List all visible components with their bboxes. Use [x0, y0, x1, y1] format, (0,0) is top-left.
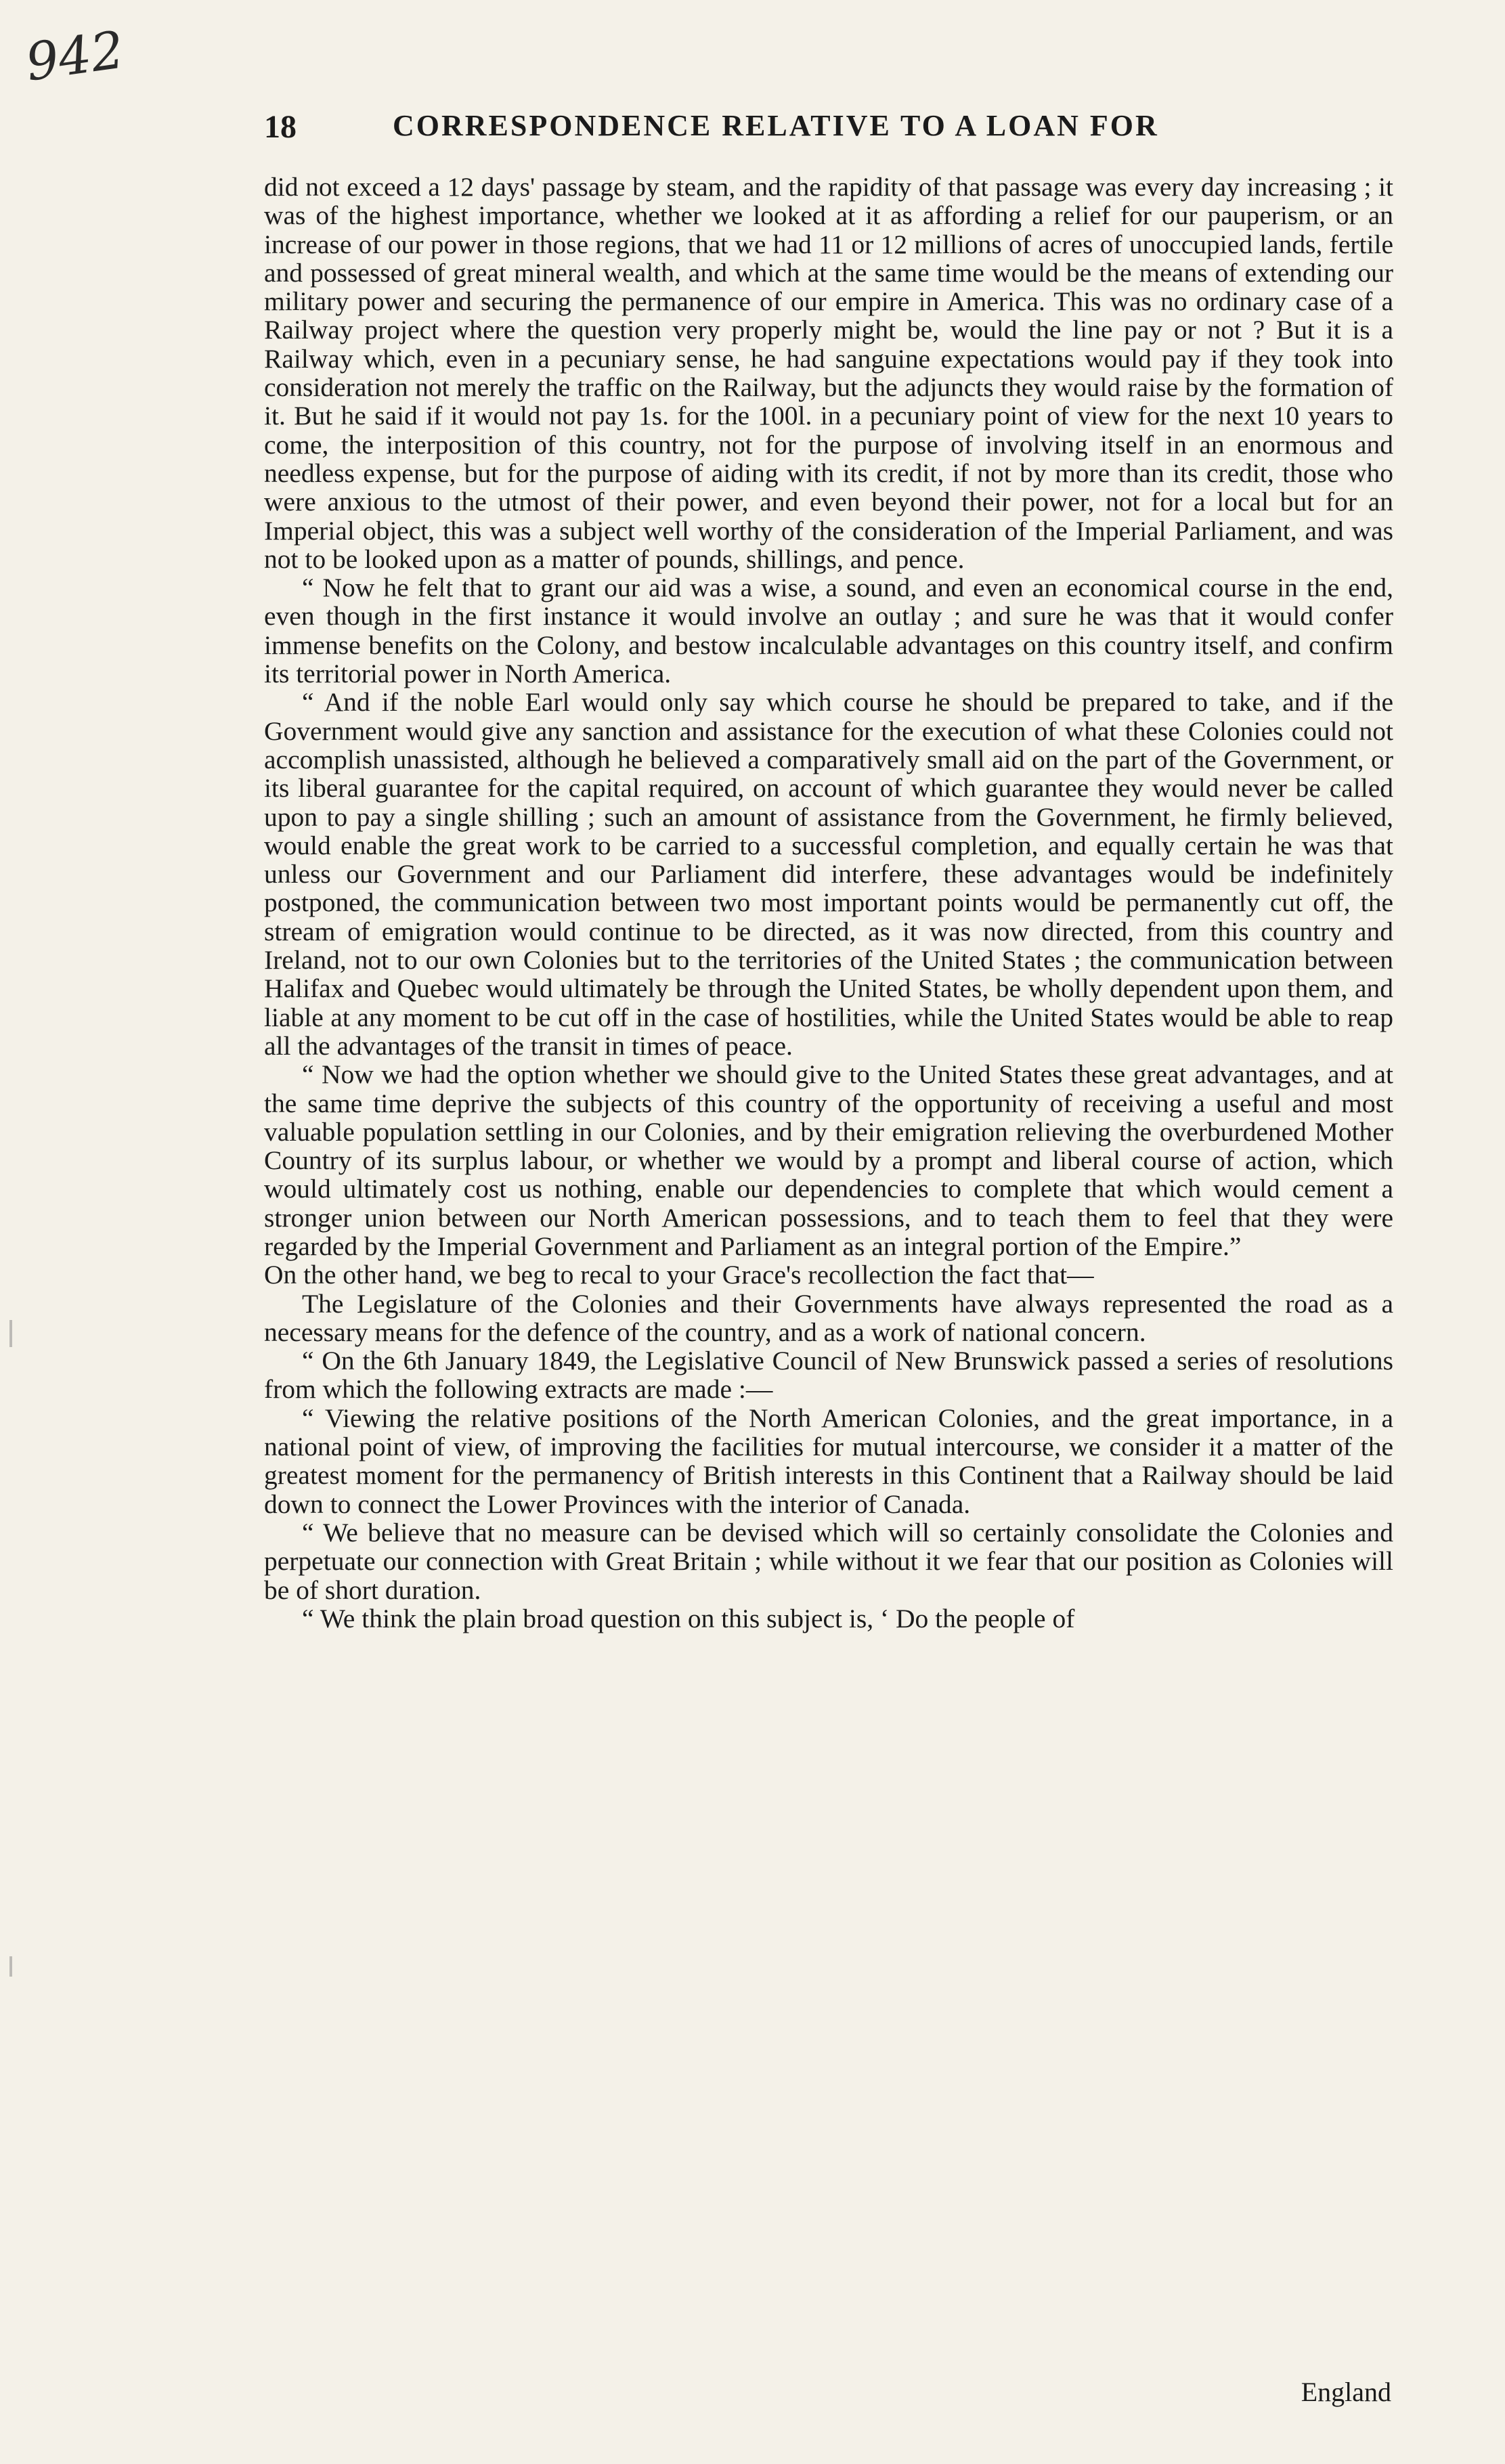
paragraph: “ Now we had the option whether we should give to the United States these great advantages, and at the same time deprive the subjects of this country of the opportunity of receiving a useful and most valuable population settling in our Colonies, and by their emigration relieving the overburdened Mother Country of its surplus labour, or whether we would by a prompt and liberal course of action, which would ultimately cost us nothing, enable our dependencies to complete that which would cement a stronger union between our North American possessions, and to teach them to feel that they were regarded by the Imperial Government and Parliament as an integral portion of the Empire.” — [264, 1059, 1393, 1261]
margin-annotation: 942 — [22, 19, 128, 93]
margin-mark — [9, 1320, 12, 1347]
paragraph: “ And if the noble Earl would only say which course he should be prepared to take, and if the Government would give any sanction and assistance for the execution of what these Colonies could not accomplish unassisted, although he believed a comparatively small aid on the part of the Government, or its liberal guarantee for the capital required, on account of which guarantee they would never be called upon to pay a single shilling ; such an amount of assistance from the Government, he firmly believed, would enable the great work to be carried to a successful completion, and equally certain he was that unless our Government and our Parliament did interfere, these advantages would be indefinitely postponed, the communication between two most important points would be permanently cut off, the stream of emigration would continue to be directed, as it was now directed, from this country and Ireland, not to our own Colonies but to the territories of the United States ; the communication between Halifax and Quebec would ultimately be through the United States, be wholly dependent upon them, and liable at any moment to be cut off in the case of hostilities, while the United States would be able to reap all the advantages of the transit in times of peace. — [264, 687, 1393, 1061]
page-header — [264, 108, 1347, 149]
running-head: CORRESPONDENCE RELATIVE TO A LOAN FOR — [393, 109, 1159, 142]
paragraph: “ Now he felt that to grant our aid was a wise, a sound, and even an economical course in the end, even though in the first instance it would involve an outlay ; and sure he was that it would confer immense benefits on the Colony, and bestow incalculable advantages on this country itself, and confirm its territorial power in North America. — [264, 573, 1393, 689]
paragraph: “ On the 6th January 1849, the Legislative Council of New Brunswick passed a series of resolutions from which the following extracts are made :— — [264, 1346, 1393, 1405]
paragraph: “ We believe that no measure can be devised which will so certainly consolidate the Colonies and perpetuate our connection with Great Britain ; while without it we fear that our position as Colonies will be of short duration. — [264, 1517, 1393, 1605]
paragraph: The Legislature of the Colonies and their Governments have always represented the road as a necessary means for the defence of the country, and as a work of national concern. — [264, 1288, 1393, 1347]
margin-mark — [9, 1956, 12, 1977]
paragraph: “ We think the plain broad question on this subject is, ‘ Do the people of — [302, 1603, 1075, 1633]
paragraph: did not exceed a 12 days' passage by steam, and the rapidity of that passage was every day increasing ; it was of the highest importance, whether we looked at it as affording a relief for our pauperism, or an increase of our power in those regions, that we had 11 or 12 millions of acres of unoccupied lands, fertile and possessed of great mineral wealth, and which at the same time would be the means of extending our military power and securing the permanence of our empire in America. This was no ordinary case of a Railway project where the question very properly might be, would the line pay or not ? But it is a Railway which, even in a pecuniary sense, he had sanguine expectations would pay if they took into consideration not merely the traffic on the Railway, but the adjuncts they would raise by the formation of it. But he said if it would not pay 1s. for the 100l. in a pecuniary point of view for the next 10 years to come, the interposition of this country, not for the purpose of involving itself in an enormous and needless expense, but for the purpose of aiding with its credit, if not by more than its credit, those who were anxious to the utmost of their power, and even beyond their power, not for a local but for an Imperial object, this was a subject well worthy of the consideration of the Imperial Parliament, and was not to be looked upon as a matter of pounds, shillings, and pence. — [264, 172, 1393, 574]
catchword: England — [1301, 2377, 1391, 2407]
body-text — [264, 173, 1393, 1633]
paragraph: “ Viewing the relative positions of the North American Colonies, and the great importance, in a national point of view, of improving the facilities for mutual intercourse, we consider it a matter of the greatest moment for the permanency of British interests in this Continent that a Railway should be laid down to connect the Lower Provinces with the interior of Canada. — [264, 1403, 1393, 1519]
paragraph: On the other hand, we beg to recal to your Grace's recollection the fact that— — [264, 1260, 1094, 1290]
page-number: 18 — [264, 109, 297, 145]
